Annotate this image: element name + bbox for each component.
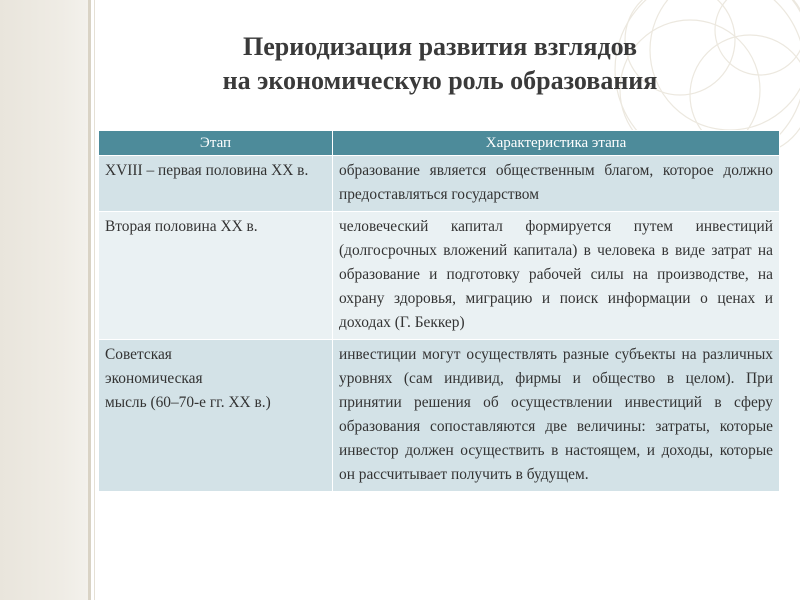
left-border-line <box>88 0 91 600</box>
table-header-row <box>99 131 780 156</box>
header-characteristic: Характеристика этапа <box>333 131 780 156</box>
slide-title <box>120 30 760 98</box>
stage-cell: Вторая половина XX в. <box>99 212 333 340</box>
stage-cell: XVIII – первая половина XX в. <box>99 156 333 212</box>
slide-title-line-1: Периодизация развития взглядов <box>243 32 637 61</box>
stage-line: экономическая <box>105 370 203 387</box>
slide-title-line-2: на экономическую роль образования <box>222 66 658 95</box>
left-border-line-thin <box>94 0 95 600</box>
table-row <box>99 340 780 492</box>
left-decorative-band <box>0 0 88 600</box>
table-row <box>99 156 780 212</box>
stage-cell <box>99 340 333 492</box>
periodization-table <box>98 130 780 492</box>
stage-line: Советская <box>105 346 172 363</box>
table-row <box>99 212 780 340</box>
description-cell: образование является общественным благом, которое должно предоставляться государством <box>333 156 780 212</box>
description-cell: человеческий капитал формируется путем инвестиций (долгосрочных вложений капитала) в человека в виде затрат на образование и подготовку рабочей силы на производстве, на охрану здоровья, миграцию и поиск информации о ценах и доходах (Г. Беккер) <box>333 212 780 340</box>
description-cell: инвестиции могут осуществлять разные субъекты на различных уровнях (сам индивид, фирмы и общество в целом). При принятии решения об осуществлении инвестиций в сферу образования сопоставляются две величины: затраты, которые инвестор должен осуществить в настоящем, и доходы, которые он рассчитывает получить в будущем. <box>333 340 780 492</box>
stage-line: мысль (60–70-е гг. XX в.) <box>105 394 271 411</box>
header-stage: Этап <box>99 131 333 156</box>
